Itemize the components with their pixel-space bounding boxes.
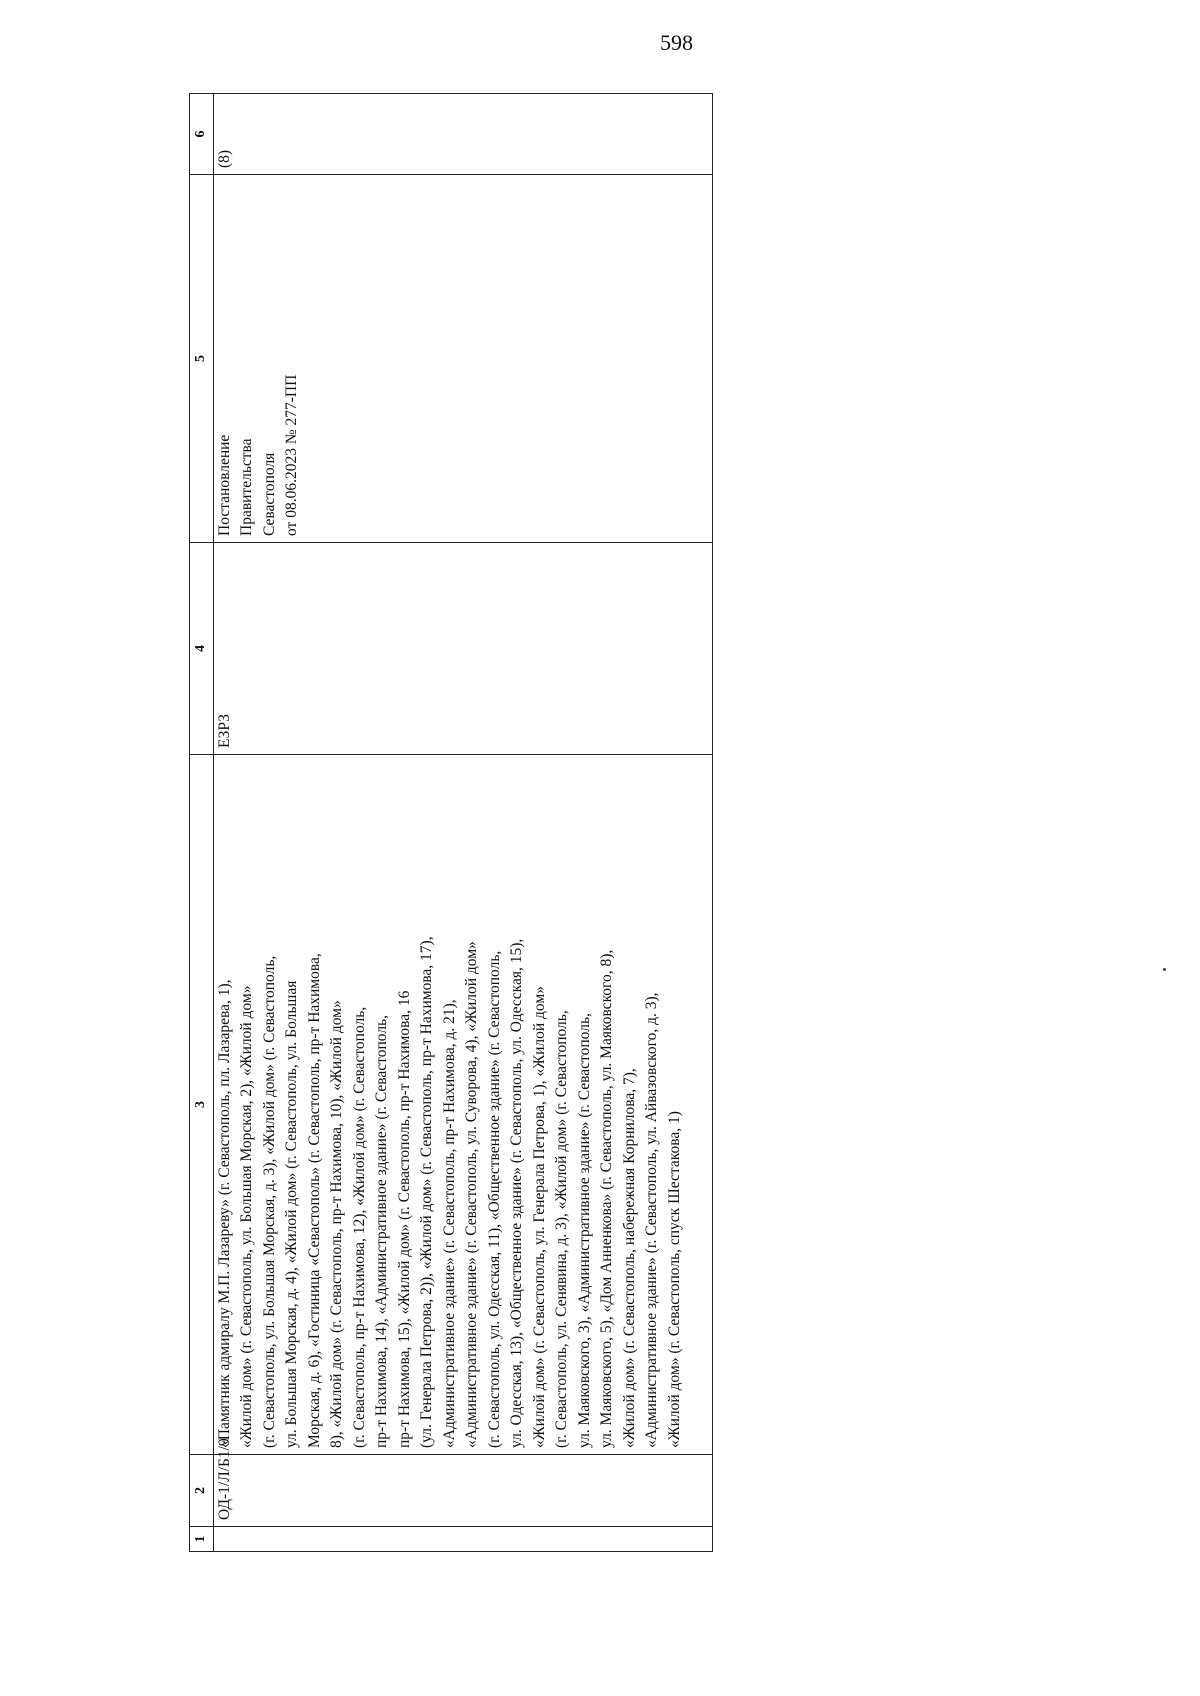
legal-act-line: от 08.06.2023 № 277-ПП <box>283 374 300 536</box>
objects-line: «Жилой дом» (г. Севастополь, ул. Генерала Петрова, 1), «Жилой дом» <box>530 986 548 1448</box>
cell-zone-type: ЕЗРЗ <box>213 543 713 755</box>
zone-code: ОД-1/Л/Б1/9 <box>215 1438 233 1520</box>
legal-act-line: Севастополя <box>260 452 278 536</box>
objects-line: (г. Севастополь, ул. Большая Морская, д. 3), «Жилой дом» (г. Севастополь, <box>260 955 278 1448</box>
objects-line: «Административное здание» (г. Севастополь, ул. Суворова, 4), «Жилой дом» <box>463 941 480 1448</box>
objects-line: «Административное здание» (г. Севастополь, пр-т Нахимова, д. 21), <box>440 999 458 1448</box>
objects-line: ул. Одесская, 13), «Общественное здание» (г. Севастополь, ул. Одесская, 15), <box>508 938 525 1448</box>
table-row <box>213 94 713 1552</box>
column-header-4: 4 <box>190 543 214 755</box>
column-header-3: 3 <box>190 755 214 1455</box>
column-header-1: 1 <box>190 1527 214 1552</box>
objects-line: ул. Большая Морская, д. 4), «Жилой дом» (г. Севастополь, ул. Большая <box>283 980 300 1448</box>
objects-line: ул. Маяковского, 5), «Дом Анненкова» (г. Севастополь, ул. Маяковского, 8), <box>598 949 615 1448</box>
cell-objects <box>213 755 713 1455</box>
legal-act-line: Правительства <box>238 438 255 536</box>
objects-line: (г. Севастополь, ул. Одесская, 11), «Общественное здание» (г. Севастополь, <box>485 950 503 1448</box>
objects-line: «Памятник адмиралу М.П. Лазареву» (г. Севастополь, пл. Лазарева, 1), <box>215 979 233 1448</box>
objects-line: «Жилой дом» (г. Севастополь, спуск Шестакова, 1) <box>665 1111 683 1448</box>
scan-speck <box>1163 968 1166 971</box>
objects-line: «Жилой дом» (г. Севастополь, набережная Корнилова, 7), <box>620 1068 638 1448</box>
objects-line: Морская, д. 6), «Гостиница «Севастополь» (г. Севастополь, пр-т Нахимова, <box>305 953 323 1448</box>
cell-zone-code <box>213 1438 713 1527</box>
objects-line: «Жилой дом» (г. Севастополь, ул. Большая Морская, 2), «Жилой дом» <box>238 985 255 1448</box>
objects-line: 8), «Жилой дом» (г. Севастополь, пр-т Нахимова, 10), «Жилой дом» <box>328 1000 345 1448</box>
header-row <box>190 94 214 1552</box>
objects-line: (ул. Генерала Петрова, 2)), «Жилой дом» (г. Севастополь, пр-т Нахимова, 17), <box>418 936 435 1448</box>
objects-line: пр-т Нахимова, 14), «Административное здание» (г. Севастополь, <box>373 1014 390 1448</box>
objects-line: ул. Маяковского, 3), «Административное здание» (г. Севастополь, <box>575 1013 593 1448</box>
column-header-5: 5 <box>190 175 214 543</box>
column-header-2: 2 <box>190 1455 214 1527</box>
legal-act-line: Постановление <box>215 434 233 536</box>
objects-line: (г. Севастополь, пр-т Нахимова, 12), «Жилой дом» (г. Севастополь, <box>350 1006 368 1448</box>
column-header-6: 6 <box>190 94 214 175</box>
page-number: 598 <box>660 30 693 55</box>
rotated-table-container <box>189 94 713 1552</box>
cell-note: (8) <box>213 94 713 175</box>
register-table <box>189 93 713 1552</box>
objects-line: (г. Севастополь, ул. Сенявина, д. 3), «Жилой дом» (г. Севастополь, <box>553 1010 570 1448</box>
cell-number <box>213 1527 713 1552</box>
objects-line: «Административное здание» (г. Севастополь, ул. Айвазовского, д. 3), <box>643 992 660 1448</box>
cell-legal-act <box>213 175 713 543</box>
objects-line: пр-т Нахимова, 15), «Жилой дом» (г. Севастополь, пр-т Нахимова, 16 <box>395 990 413 1448</box>
